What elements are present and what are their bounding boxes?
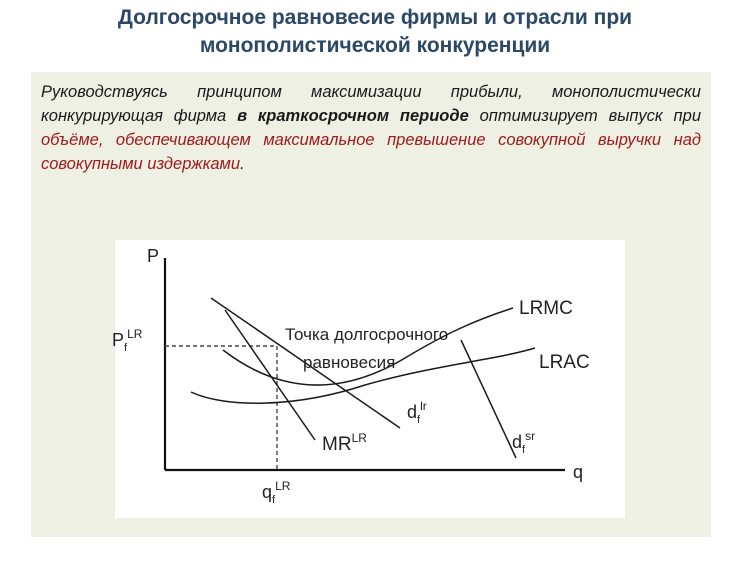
price-label-sup: LR bbox=[127, 327, 143, 341]
qty-label-sup: LR bbox=[275, 479, 291, 493]
dlr-label-sup: lr bbox=[420, 399, 427, 413]
dlr-label-sub: f bbox=[417, 414, 421, 426]
equilibrium-annotation-line-2: равновесия bbox=[303, 353, 396, 372]
demand-sr-label bbox=[512, 429, 535, 456]
dsr-label-sub: f bbox=[522, 444, 526, 456]
mr-label-sup: LR bbox=[351, 431, 367, 445]
text-part-3: оптимизирует выпуск при bbox=[468, 107, 701, 125]
demand-lr-label bbox=[407, 399, 427, 426]
lrmc-label: LRMC bbox=[519, 298, 573, 319]
qty-label-sub: f bbox=[272, 494, 276, 506]
dlr-label-main: d bbox=[407, 402, 418, 422]
dsr-label-sup: sr bbox=[525, 429, 536, 443]
text-highlight-volume: объёме, обеспечивающем максимальное превышение совокупной выручки над совокупными издержками bbox=[41, 131, 701, 173]
qty-label-main: q bbox=[262, 482, 273, 502]
equilibrium-diagram bbox=[112, 240, 625, 518]
equilibrium-annotation-line-1: Точка долгосрочного bbox=[285, 325, 449, 344]
text-part-1: Руководствуясь принципом максимизации прибыли, монополистически конкурирующая фирма bbox=[41, 83, 701, 125]
title-line-1: Долгосрочное равновесие фирмы и отрасли при bbox=[117, 6, 633, 29]
y-axis-label: P bbox=[147, 246, 160, 266]
title-line-2: монополистической конкуренции bbox=[199, 34, 551, 57]
body-paragraph bbox=[41, 80, 701, 176]
price-label-sub: f bbox=[124, 342, 128, 354]
diagram-svg bbox=[112, 240, 625, 518]
price-label-main: P bbox=[112, 330, 125, 350]
lrac-label: LRAC bbox=[539, 352, 590, 373]
price-equilibrium-label bbox=[112, 327, 143, 354]
quantity-equilibrium-label bbox=[262, 479, 291, 506]
mr-lr-label bbox=[322, 431, 367, 455]
x-axis-label: q bbox=[573, 462, 584, 482]
text-short-run-period: в краткосрочном периоде bbox=[237, 107, 469, 125]
text-period: . bbox=[240, 155, 245, 173]
slide-title bbox=[0, 4, 750, 60]
dsr-label-main: d bbox=[512, 432, 523, 452]
mr-label-main: MR bbox=[322, 434, 352, 455]
content-panel bbox=[31, 72, 711, 537]
